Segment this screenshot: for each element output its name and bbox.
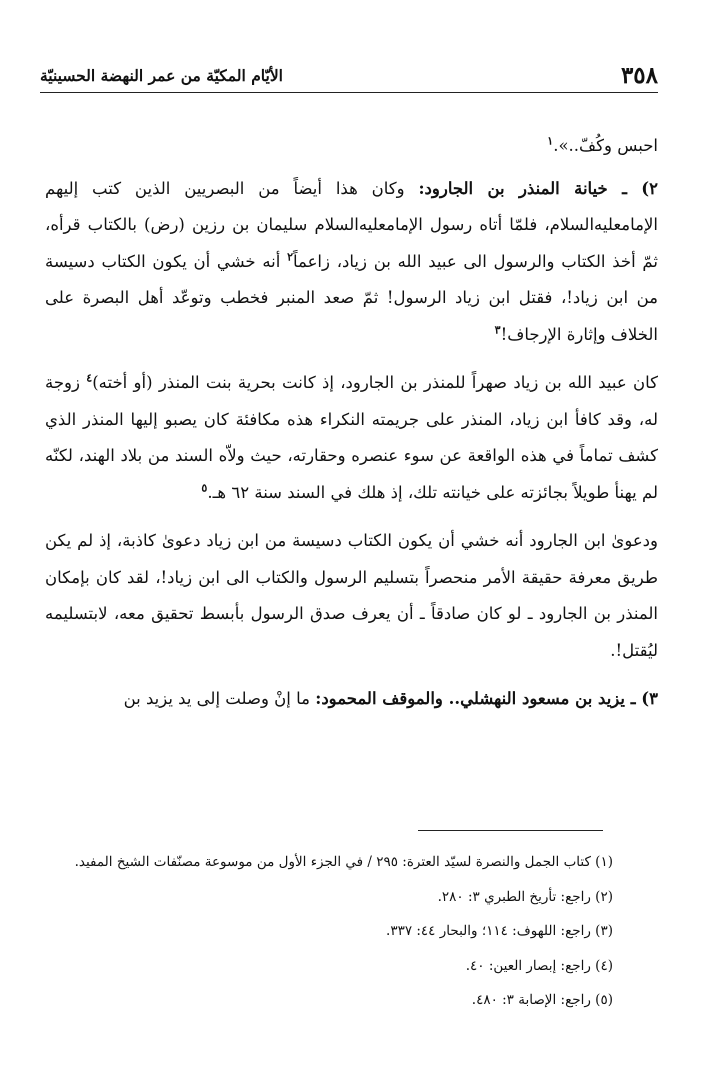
paragraph-text: كان عبيد الله بن زياد صهراً للمنذر بن الجارود، إذ كانت بحرية بنت المنذر (أو أخته) <box>92 373 658 392</box>
paragraph-text: زوجة له، وقد كافأ ابن زياد، المنذر على جريمته النكراء هذه مكافئة كان يصبو إليها المنذر الذي كشف تماماً في هذه الواقعة عن سوء عنصره وحقارته، حيث ولاّه السند من بلاد الهند، لكنّه لم يهنأ طويلاً بجائزته على خيانته تلك، إذ هلك في السند سنة ٦٢ هـ. <box>45 373 658 502</box>
running-title: الأيّام المكيّة من عمر النهضة الحسينيّة <box>40 65 283 85</box>
paragraph-1 <box>45 171 658 354</box>
section-heading: ٢) ـ خيانة المنذر بن الجارود: <box>418 178 658 198</box>
paragraph-text: وكان هذا أيضاً من البصريين الذين كتب إليهم الإمامعليه‌السلام، فلمّا أتاه رسول الإمامعليه‌السلام سليمان بن رزين (رض) بالكتاب قرأه، ثمّ أخذ الكتاب والرسول الى عبيد الله بن زياد، زاعماً <box>45 178 658 271</box>
main-text <box>45 128 658 730</box>
paragraph-2 <box>45 365 658 511</box>
footnote-4: (٤) راجع: إبصار العين: ٤٠. <box>465 957 613 974</box>
section-heading: ٣) ـ يزيد بن مسعود النهشلي.. والموقف المحمود: <box>315 689 658 708</box>
paragraph-text: ما إنْ وصلت إلى يد يزيد بن <box>123 689 316 708</box>
page-number: ٣٥٨ <box>620 61 658 89</box>
footnote-ref: ٢ <box>287 250 294 263</box>
paragraph-0 <box>45 128 658 165</box>
footnote-ref: ٥ <box>201 481 208 494</box>
footnote-ref: ١ <box>547 134 554 148</box>
paragraph-text: ودعوىٰ ابن الجارود أنه خشي أن يكون الكتاب دسيسة من ابن زياد دعوىٰ كاذبة، إذ لم يكن طريق معرفة حقيقة الأمر منحصراً بتسليم الرسول والكتاب الى ابن زياد!، لقد كان بإمكان المنذر بن الجارود ـ لو كان صادقاً ـ أن يعرف صدق الرسول بأبسط تحقيق معه، لابتسليمه ليُقتل!. <box>45 531 658 660</box>
page-header <box>40 58 658 93</box>
footnote-2: (٢) راجع: تأريخ الطبري ٣: ٢٨٠. <box>437 888 613 905</box>
footnote-ref: ٣ <box>494 323 501 336</box>
footnote-3: (٣) راجع: اللهوف: ١١٤؛ والبحار ٤٤: ٣٣٧. <box>386 923 613 939</box>
paragraph-text: احبس وكُفّ..». <box>553 136 658 155</box>
paragraph-4 <box>45 681 658 718</box>
footnotes <box>45 845 613 1018</box>
footnote-1: (١) كتاب الجمل والنصرة لسيّد العترة: ٢٩٥ / في الجزء الأول من موسوعة مصنّفات الشيخ المفيد. <box>74 854 613 870</box>
footnote-separator <box>418 830 603 831</box>
paragraph-text: أنه خشي أن يكون الكتاب دسيسة من ابن زياد!، فقتل ابن زياد الرسول! ثمّ صعد المنبر فخطب وتوعّد أهل البصرة على الخلاف وإثارة الإرجاف! <box>45 251 658 344</box>
footnote-5: (٥) راجع: الإصابة ٣: ٤٨٠. <box>471 992 613 1008</box>
footnote-ref: ٤ <box>86 371 93 385</box>
paragraph-3 <box>45 523 658 669</box>
